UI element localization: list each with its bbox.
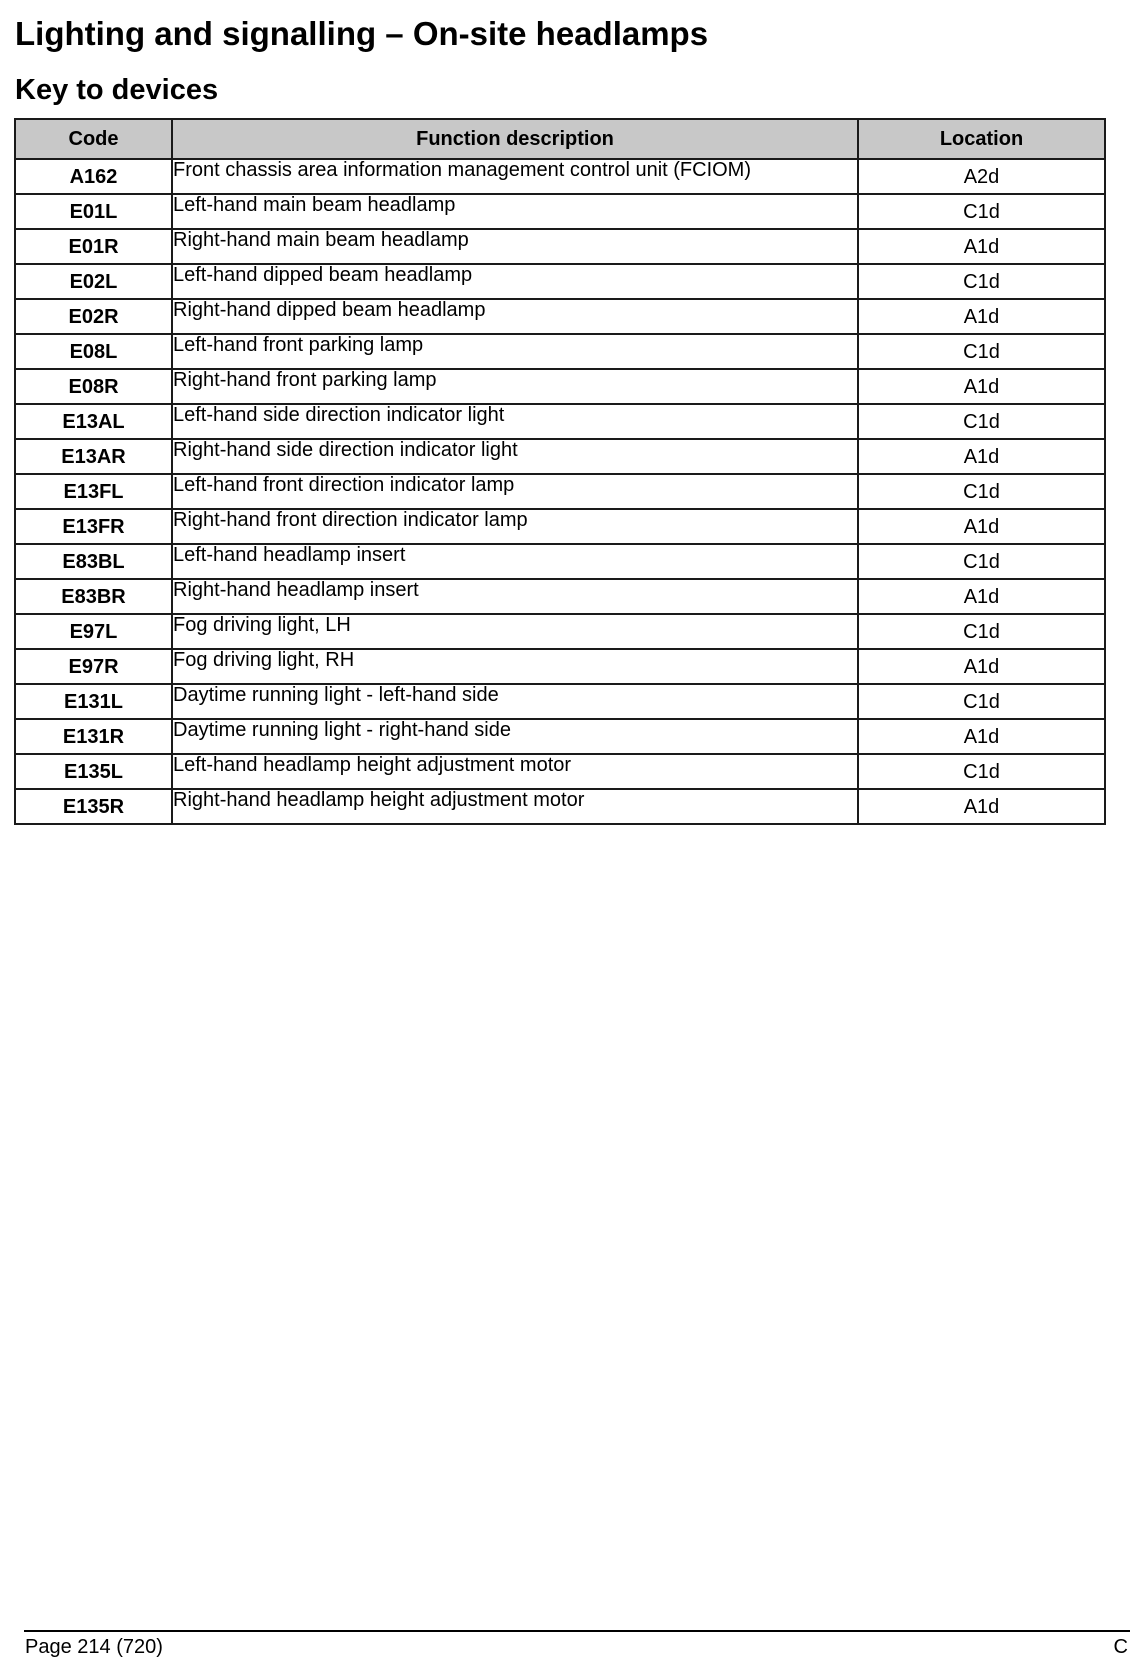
page-title: Lighting and signalling – On-site headlamps: [15, 15, 709, 52]
code-cell: E135L: [15, 754, 172, 789]
location-cell: C1d: [858, 754, 1105, 789]
code-cell: E97R: [15, 649, 172, 684]
description-cell: Fog driving light, LH: [172, 614, 858, 649]
location-cell: A1d: [858, 299, 1105, 334]
location-cell: C1d: [858, 544, 1105, 579]
description-cell: Left-hand front parking lamp: [172, 334, 858, 369]
description-cell: Left-hand front direction indicator lamp: [172, 474, 858, 509]
description-cell: Right-hand front direction indicator lamp: [172, 509, 858, 544]
code-cell: E13FR: [15, 509, 172, 544]
page-number: Page 214 (720): [25, 1636, 163, 1658]
footer-divider: [24, 1630, 1130, 1632]
table-row: [15, 474, 1105, 509]
code-cell: E01R: [15, 229, 172, 264]
location-cell: C1d: [858, 264, 1105, 299]
code-cell: E13AL: [15, 404, 172, 439]
table-row: [15, 614, 1105, 649]
table-header-row: [15, 119, 1105, 159]
table-row: [15, 544, 1105, 579]
location-cell: C1d: [858, 474, 1105, 509]
table-row: [15, 754, 1105, 789]
description-cell: Left-hand dipped beam headlamp: [172, 264, 858, 299]
table-row: [15, 264, 1105, 299]
location-cell: C1d: [858, 194, 1105, 229]
code-cell: E131R: [15, 719, 172, 754]
table-row: [15, 789, 1105, 824]
description-cell: Right-hand headlamp insert: [172, 579, 858, 614]
code-cell: E135R: [15, 789, 172, 824]
description-cell: Fog driving light, RH: [172, 649, 858, 684]
description-cell: Left-hand headlamp height adjustment motor: [172, 754, 858, 789]
description-cell: Right-hand main beam headlamp: [172, 229, 858, 264]
column-header-location: Location: [858, 119, 1105, 159]
location-cell: A1d: [858, 439, 1105, 474]
code-cell: E131L: [15, 684, 172, 719]
table-row: [15, 299, 1105, 334]
table-row: [15, 369, 1105, 404]
table-row: [15, 719, 1105, 754]
code-cell: E83BR: [15, 579, 172, 614]
location-cell: A1d: [858, 369, 1105, 404]
column-header-description: Function description: [172, 119, 858, 159]
table-row: [15, 404, 1105, 439]
description-cell: Right-hand dipped beam headlamp: [172, 299, 858, 334]
location-cell: A1d: [858, 509, 1105, 544]
description-cell: Left-hand side direction indicator light: [172, 404, 858, 439]
location-cell: A1d: [858, 649, 1105, 684]
table-row: [15, 229, 1105, 264]
footer-mark: C: [1113, 1636, 1128, 1658]
description-cell: Left-hand headlamp insert: [172, 544, 858, 579]
description-cell: Right-hand headlamp height adjustment motor: [172, 789, 858, 824]
devices-table: [14, 118, 1106, 825]
table-row: [15, 649, 1105, 684]
location-cell: C1d: [858, 404, 1105, 439]
table-row: [15, 194, 1105, 229]
location-cell: C1d: [858, 614, 1105, 649]
location-cell: A1d: [858, 579, 1105, 614]
table-row: [15, 579, 1105, 614]
location-cell: C1d: [858, 334, 1105, 369]
code-cell: E08R: [15, 369, 172, 404]
section-title: Key to devices: [15, 74, 219, 106]
description-cell: Right-hand side direction indicator light: [172, 439, 858, 474]
location-cell: A2d: [858, 159, 1105, 194]
description-cell: Front chassis area information management control unit (FCIOM): [172, 159, 858, 194]
description-cell: Left-hand main beam headlamp: [172, 194, 858, 229]
column-header-code: Code: [15, 119, 172, 159]
code-cell: E08L: [15, 334, 172, 369]
code-cell: E83BL: [15, 544, 172, 579]
location-cell: A1d: [858, 719, 1105, 754]
code-cell: E02R: [15, 299, 172, 334]
description-cell: Daytime running light - right-hand side: [172, 719, 858, 754]
location-cell: C1d: [858, 684, 1105, 719]
code-cell: A162: [15, 159, 172, 194]
description-cell: Right-hand front parking lamp: [172, 369, 858, 404]
table-row: [15, 439, 1105, 474]
code-cell: E13FL: [15, 474, 172, 509]
table-body: [15, 159, 1105, 824]
code-cell: E02L: [15, 264, 172, 299]
location-cell: A1d: [858, 789, 1105, 824]
location-cell: A1d: [858, 229, 1105, 264]
code-cell: E01L: [15, 194, 172, 229]
table-row: [15, 334, 1105, 369]
code-cell: E13AR: [15, 439, 172, 474]
table-row: [15, 509, 1105, 544]
table-row: [15, 159, 1105, 194]
table-row: [15, 684, 1105, 719]
code-cell: E97L: [15, 614, 172, 649]
description-cell: Daytime running light - left-hand side: [172, 684, 858, 719]
